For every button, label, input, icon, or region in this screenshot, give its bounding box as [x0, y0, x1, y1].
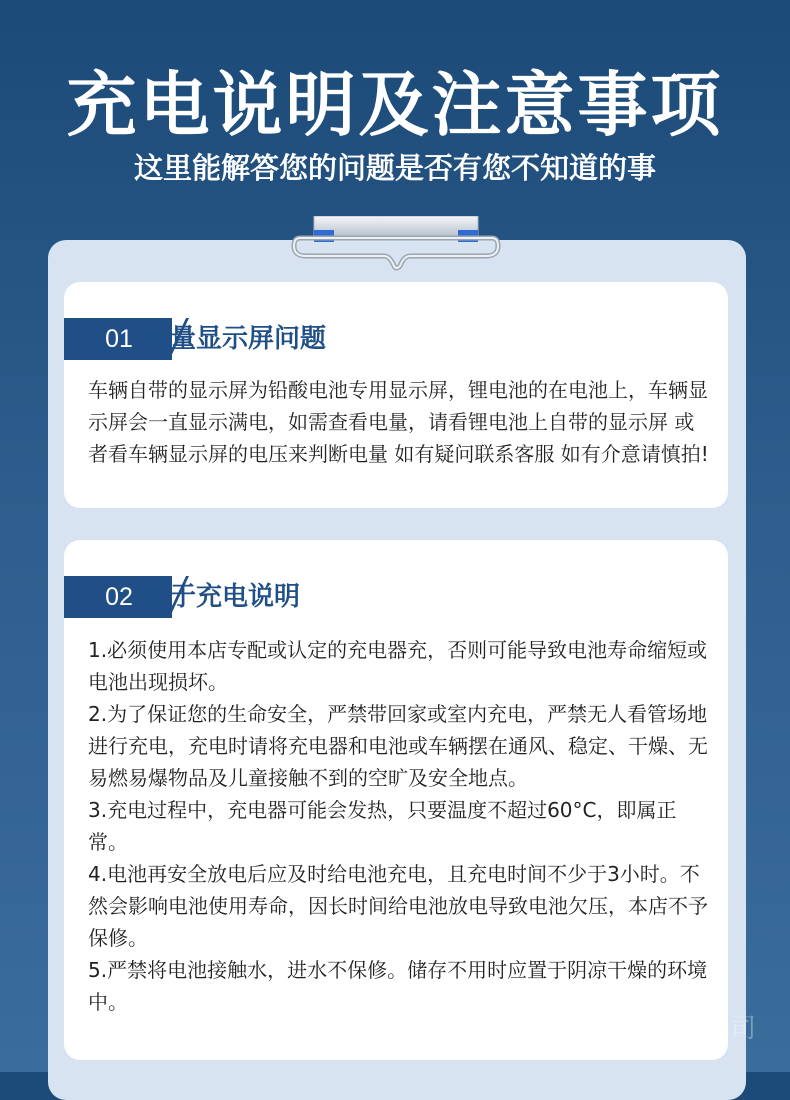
- list-item: 5.严禁将电池接触水，进水不保修。储存不用时应置于阴凉干燥的环境中。: [88, 958, 708, 1014]
- charging-instructions-list: [88, 634, 714, 1018]
- section-number: 02: [105, 583, 133, 611]
- list-item: 1.必须使用本店专配或认定的充电器充，否则可能导致电池寿命缩短或电池出现损坏。: [88, 638, 708, 694]
- list-item: 3.充电过程中，充电器可能会发热，只要温度不超过60°C，即属正常。: [88, 798, 677, 854]
- section-heading: 关于充电说明: [144, 582, 301, 612]
- section-number: 01: [105, 325, 133, 353]
- section-text: 车辆自带的显示屏为铅酸电池专用显示屏，锂电池的在电池上，车辆显示屏会一直显示满电，如需查看电量，请看锂电池上自带的显示屏 或者看车辆显示屏的电压来判断电量 如有疑问联系客服 如有介意请慎拍!: [88, 378, 709, 466]
- section-heading: 电量显示屏问题: [144, 324, 327, 354]
- page-subtitle: 这里能解答您的问题是否有您不知道的事: [133, 151, 656, 185]
- section-card-1: [64, 282, 728, 508]
- list-item: 2.为了保证您的生命安全，严禁带回家或室内充电，严禁无人看管场地进行充电，充电时请将充电器和电池或车辆摆在通风、稳定、干燥、无易燃易爆物品及儿童接触不到的空旷及安全地点。: [88, 702, 708, 790]
- page-title: 充电说明及注意事项: [66, 64, 724, 146]
- list-item: 4.电池再安全放电后应及时给电池充电，且充电时间不少于3小时。不然会影响电池使用寿命，因长时间给电池放电导致电池欠压，本店不予保修。: [88, 862, 708, 950]
- section-card-2: [64, 540, 728, 1060]
- watermark-text: 司: [730, 1014, 757, 1044]
- clipboard-clip-icon: [290, 216, 502, 272]
